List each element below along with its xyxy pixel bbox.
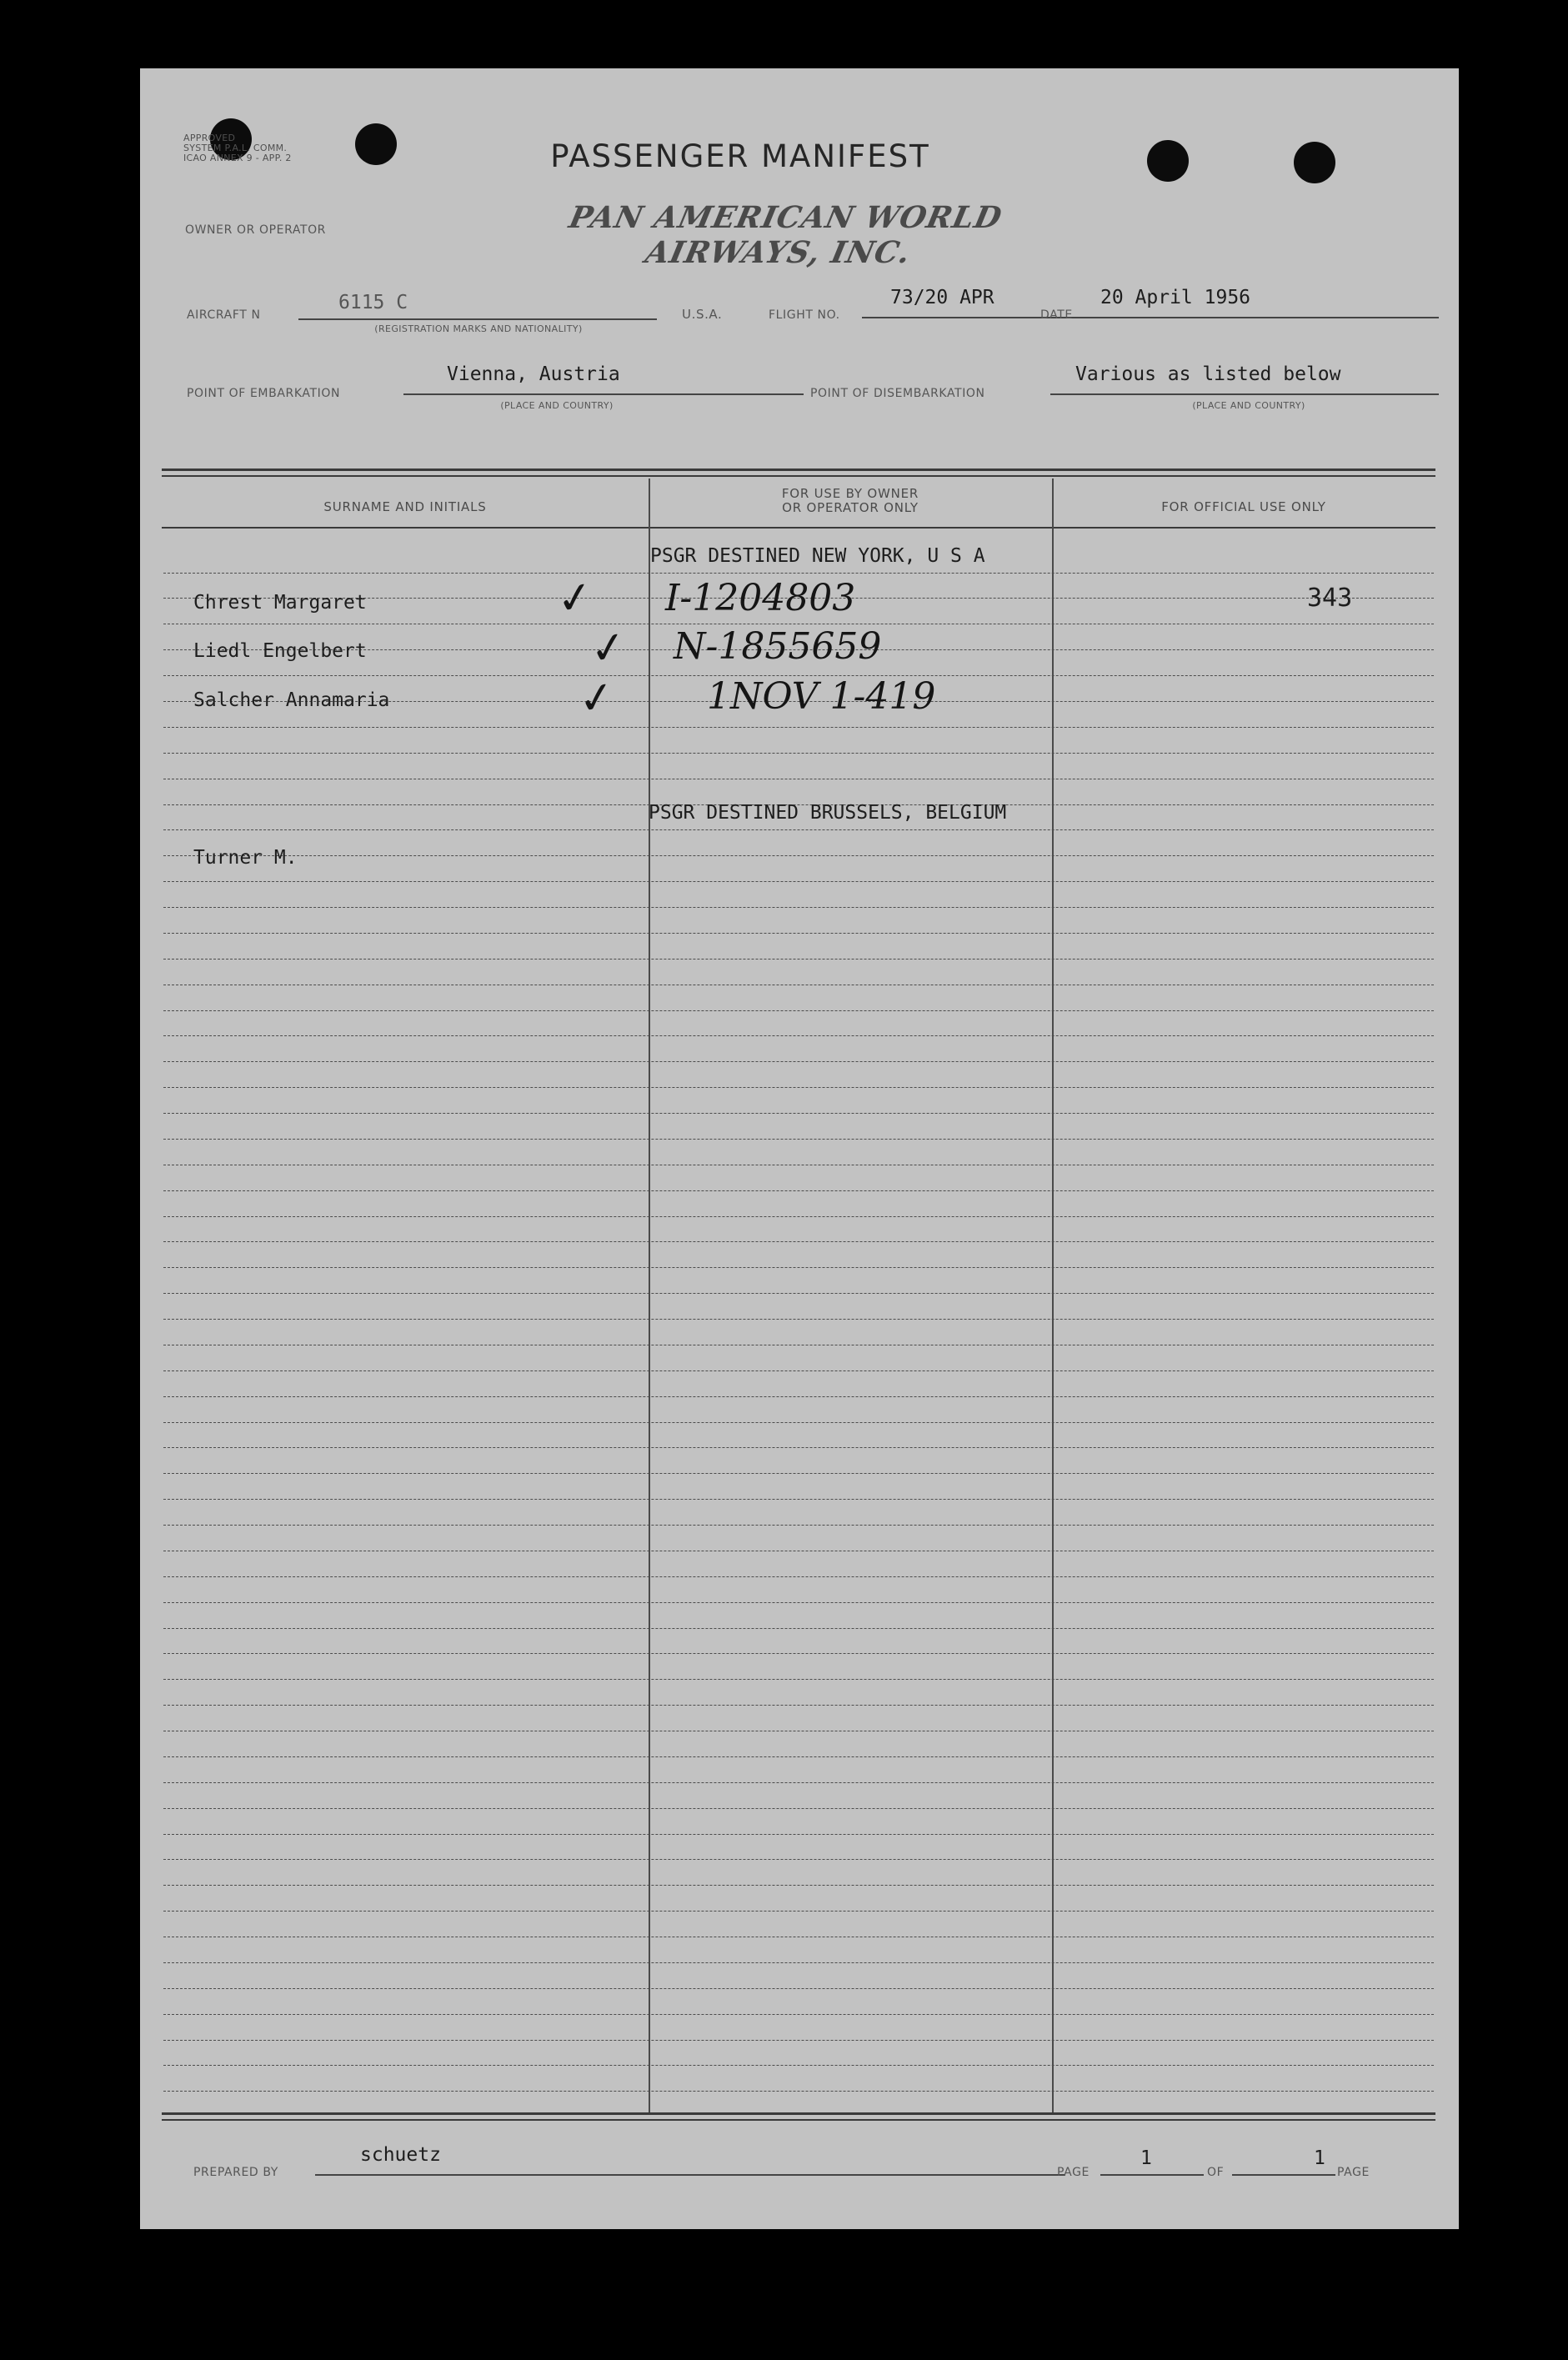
punch-hole [1294, 142, 1335, 183]
column-header-owner-use [650, 487, 1050, 515]
handwritten-number: 1NOV 1-419 [707, 675, 936, 718]
punch-hole [355, 123, 397, 165]
disembarkation-value: Various as listed below [1075, 363, 1341, 385]
approval-line: ICAO ANNEX 9 - APP. 2 [183, 153, 292, 163]
handwritten-number: I-1204803 [665, 577, 856, 619]
disembarkation-label: POINT OF DISEMBARKATION [810, 387, 985, 400]
page-label-end: PAGE [1337, 2166, 1370, 2179]
page-number: 1 [1140, 2147, 1152, 2169]
operator-name: PAN AMERICAN WORLD AIRWAYS, INC. [565, 200, 1005, 270]
approval-stamp [183, 133, 292, 163]
aircraft-label: AIRCRAFT N [187, 308, 261, 322]
punch-hole [1147, 140, 1189, 182]
official-number: 343 [1307, 584, 1353, 613]
disembarkation-sublabel: (PLACE AND COUNTRY) [1192, 400, 1305, 411]
destination-heading-brussels: PSGR DESTINED BRUSSELS, BELGIUM [649, 802, 1007, 824]
check-mark-icon: ✓ [575, 671, 619, 726]
destination-heading-new-york: PSGR DESTINED NEW YORK, U S A [650, 545, 985, 567]
handwritten-number: N-1855659 [674, 625, 882, 668]
usa-label: U.S.A. [682, 307, 723, 322]
of-label: OF [1207, 2166, 1225, 2179]
passenger-name: Chrest Margaret [193, 592, 367, 614]
embarkation-sublabel: (PLACE AND COUNTRY) [500, 400, 614, 411]
approval-line: SYSTEM P.A.L. COMM. [183, 143, 288, 153]
prepared-by-value: schuetz [360, 2144, 441, 2166]
column-header-surname: SURNAME AND INITIALS [323, 499, 487, 514]
passenger-name: Salcher Annamaria [193, 689, 390, 711]
flight-label: FLIGHT NO. [769, 308, 840, 322]
column-header-line: FOR USE BY OWNER [781, 486, 919, 501]
page-label: PAGE [1057, 2166, 1090, 2179]
date-label: DATE [1040, 308, 1073, 322]
passenger-name: Turner M. [193, 847, 298, 869]
embarkation-value: Vienna, Austria [447, 363, 620, 385]
owner-label: OWNER OR OPERATOR [185, 223, 327, 237]
form-title: PASSENGER MANIFEST [550, 138, 930, 174]
check-mark-icon: ✓ [554, 571, 597, 626]
prepared-by-label: PREPARED BY [193, 2166, 278, 2179]
passenger-name: Liedl Engelbert [193, 640, 367, 662]
aircraft-value: 6115 C [338, 292, 408, 313]
check-mark-icon: ✓ [587, 621, 630, 676]
manifest-sheet [140, 68, 1459, 2229]
aircraft-sublabel: (REGISTRATION MARKS AND NATIONALITY) [374, 323, 583, 334]
column-header-line: OR OPERATOR ONLY [782, 500, 919, 515]
page-total: 1 [1314, 2147, 1325, 2169]
approval-line: APPROVED [183, 133, 236, 143]
embarkation-label: POINT OF EMBARKATION [187, 387, 341, 400]
date-value: 20 April 1956 [1100, 287, 1251, 308]
column-header-official: FOR OFFICIAL USE ONLY [1161, 499, 1326, 514]
flight-value: 73/20 APR [890, 287, 994, 308]
